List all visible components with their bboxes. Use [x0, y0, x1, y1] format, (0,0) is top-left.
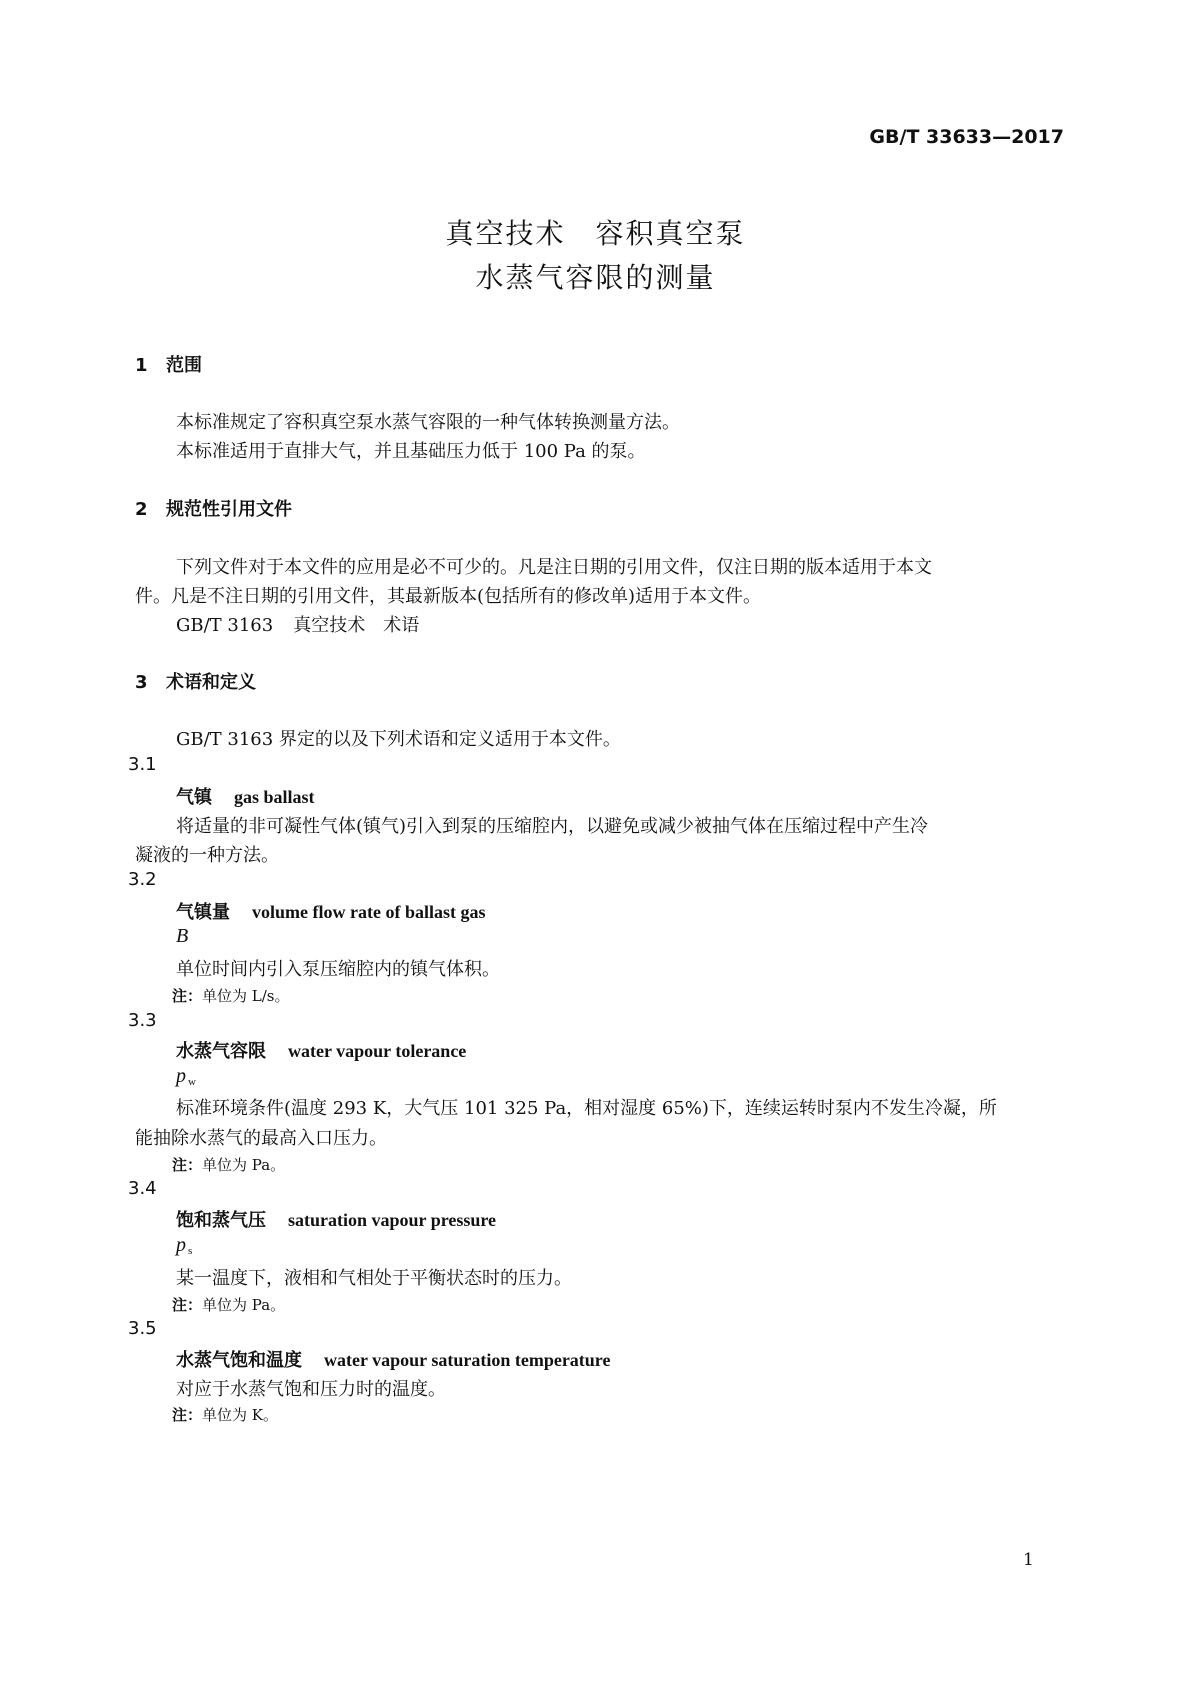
term-definition: 某一温度下，液相和气相处于平衡状态时的压力。: [176, 1268, 572, 1289]
term-chinese: 气镇量: [176, 902, 230, 923]
term-definition: 将适量的非可凝性气体(镇气)引入到泵的压缩腔内，以避免或减少被抽气体在压缩过程中产生冷: [176, 816, 929, 837]
paragraph: 件。凡是不注日期的引用文件，其最新版本(包括所有的修改单)适用于本文件。: [135, 586, 762, 607]
term-note: [172, 1154, 285, 1175]
term-heading: [176, 1346, 610, 1372]
note-text: 单位为 L/s。: [202, 987, 290, 1005]
term-heading: [176, 898, 485, 924]
note-label: 注：: [172, 1156, 203, 1174]
section-number: 1: [135, 355, 148, 376]
reference-title: 真空技术 术语: [293, 615, 420, 636]
note-label: 注：: [172, 1406, 203, 1424]
term-chinese: 水蒸气容限: [176, 1041, 266, 1062]
term-definition: 凝液的一种方法。: [135, 845, 279, 866]
reference-code: GB/T 3163: [176, 615, 274, 636]
term-symbol: [176, 1234, 192, 1257]
term-heading: [176, 1206, 496, 1232]
term-definition: 能抽除水蒸气的最高入口压力。: [135, 1128, 387, 1149]
clause-number: 3.1: [128, 754, 157, 775]
term-english: volume flow rate of ballast gas: [252, 902, 486, 922]
paragraph: 本标准适用于直排大气，并且基础压力低于 100 Pa 的泵。: [176, 441, 646, 462]
section-title: 规范性引用文件: [166, 499, 292, 520]
term-chinese: 饱和蒸气压: [176, 1210, 266, 1231]
standard-number: GB/T 33633—2017: [869, 126, 1064, 148]
term-definition: 对应于水蒸气饱和压力时的温度。: [176, 1379, 446, 1400]
note-text: 单位为 Pa。: [202, 1156, 286, 1174]
term-chinese: 水蒸气饱和温度: [176, 1350, 302, 1371]
term-heading: [176, 783, 315, 809]
section-heading-terms-and-definitions: [135, 668, 256, 694]
term-note: [172, 1294, 285, 1315]
section-heading-normative-references: [135, 495, 292, 521]
note-label: 注：: [172, 987, 203, 1005]
symbol-letter: B: [176, 925, 189, 947]
section-heading-scope: [135, 351, 202, 377]
term-note: [172, 1404, 278, 1425]
note-text: 单位为 K。: [202, 1406, 278, 1424]
section-number: 2: [135, 499, 148, 520]
clause-number: 3.3: [128, 1010, 157, 1031]
term-symbol: [176, 925, 188, 948]
document-title-line-1: 真空技术 容积真空泵: [445, 217, 746, 250]
paragraph: GB/T 3163 界定的以及下列术语和定义适用于本文件。: [176, 729, 621, 750]
term-english: water vapour saturation temperature: [324, 1350, 611, 1370]
page-number: 1: [1023, 1550, 1034, 1570]
term-note: [172, 985, 290, 1006]
term-heading: [176, 1037, 466, 1063]
paragraph: 本标准规定了容积真空泵水蒸气容限的一种气体转换测量方法。: [176, 412, 680, 433]
symbol-subscript: w: [188, 1076, 196, 1088]
symbol-letter: p: [176, 1065, 186, 1087]
term-english: gas ballast: [234, 787, 315, 807]
clause-number: 3.2: [128, 869, 157, 890]
paragraph: 下列文件对于本文件的应用是必不可少的。凡是注日期的引用文件，仅注日期的版本适用于本文: [176, 557, 932, 578]
section-title: 术语和定义: [166, 672, 256, 693]
clause-number: 3.4: [128, 1178, 157, 1199]
term-english: water vapour tolerance: [288, 1041, 467, 1061]
term-symbol: [176, 1065, 196, 1088]
note-label: 注：: [172, 1296, 203, 1314]
term-definition: 标准环境条件(温度 293 K，大气压 101 325 Pa，相对湿度 65%)下，连续运转时泵内不发生冷凝，所: [176, 1098, 997, 1119]
symbol-letter: p: [176, 1234, 186, 1256]
term-chinese: 气镇: [176, 787, 212, 808]
reference-item: [176, 611, 419, 637]
term-english: saturation vapour pressure: [288, 1210, 497, 1230]
document-title-line-2: 水蒸气容限的测量: [475, 261, 716, 294]
note-text: 单位为 Pa。: [202, 1296, 286, 1314]
symbol-subscript: s: [188, 1245, 193, 1257]
clause-number: 3.5: [128, 1318, 157, 1339]
section-number: 3: [135, 672, 148, 693]
section-title: 范围: [166, 355, 202, 376]
term-definition: 单位时间内引入泵压缩腔内的镇气体积。: [176, 959, 500, 980]
